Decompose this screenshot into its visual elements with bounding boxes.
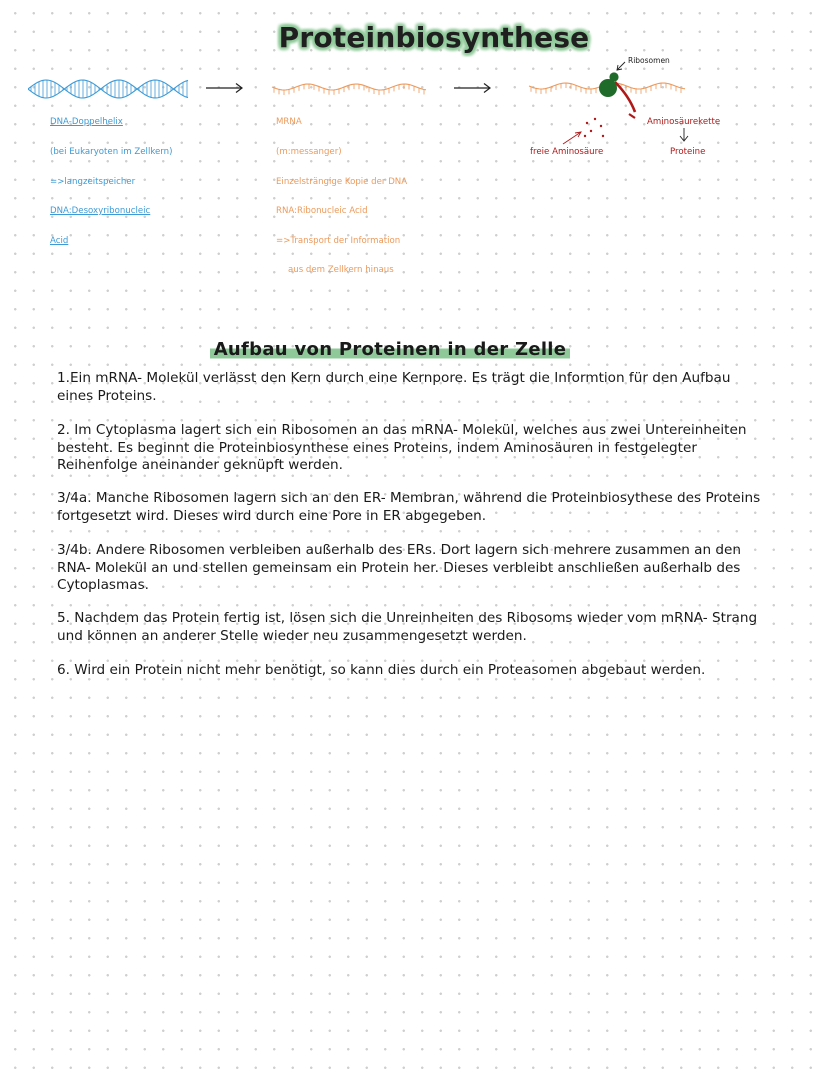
mrna-note: aus dem Zellkern hinaus (288, 265, 394, 275)
page-title: Proteinbiosynthese (278, 20, 590, 54)
amino-acid-chain-label: Aminosäurekette (647, 117, 721, 127)
arrow-icon (453, 82, 493, 94)
mrna-note: Einzelsträngige Kopie der DNA (276, 177, 408, 187)
paragraph-1: 1.Ein mRNA- Molekül verlässt den Kern durch eine Kernpore. Es trägt die Informtion für den Aufbau eines Proteins. (57, 370, 731, 404)
dna-note: Acid (50, 236, 69, 246)
paragraph-2: 2. Im Cytoplasma lagert sich ein Ribosomen an das mRNA- Molekül, welches aus zwei Untereinheiten besteht. Es beginnt die Proteinbiosynthese eines Proteins, indem Aminosäuren in festgelegter Reihenfolge aneinander geknüpft werden. (57, 422, 747, 474)
ribosome-large-subunit (599, 79, 617, 97)
arrow-icon (205, 82, 245, 94)
mrna-strand-illustration (270, 78, 430, 104)
paragraph-4: 3/4b. Andere Ribosomen verbleiben außerhalb des ERs. Dort lagern sich mehrere zusammen an den RNA- Molekül an und stellen gemeinsam ein Protein her. Dieses verbleibt anschließen außerhalb des Cytoplasmas. (57, 542, 742, 594)
free-amino-acid-label: freie Aminosäure (530, 147, 604, 157)
dna-helix-illustration (28, 76, 190, 102)
mrna-note: (m:messanger) (276, 147, 342, 157)
ribosome-small-subunit (609, 72, 618, 81)
section-heading (0, 339, 780, 360)
paragraph-5: 5. Nachdem das Protein fertig ist, lösen sich die Unreinheiten des Ribosoms wieder vom mRNA- Strang und können an anderer Stelle wieder neu zusammengesetzt werden. (57, 610, 758, 644)
protein-label: Proteine (670, 147, 706, 157)
mrna-note: =>Transport der Information (276, 236, 401, 246)
amino-acid-chain (615, 82, 635, 112)
free-amino-acids (584, 118, 604, 137)
mrna-note: MRNA (276, 117, 302, 127)
ribosome-label: Ribosomen (628, 56, 670, 65)
paragraph-3: 3/4a. Manche Ribosomen lagern sich an den ER- Membran, während die Proteinbiosythese des Proteins fortgesetzt wird. Dieses wird durch eine Pore in ER abgegeben. (57, 490, 761, 524)
dna-note: (bei Eukaryoten im Zellkern) (50, 147, 173, 157)
paragraph-6: 6. Wird ein Protein nicht mehr benötigt, so kann dies durch ein Proteasomen abgebaut werden. (57, 662, 706, 678)
section-heading-text: Aufbau von Proteinen in der Zelle (210, 339, 571, 360)
dna-note: =>langzeitspeicher (50, 177, 136, 187)
mrna-note: RNA:Ribonucleic Acid (276, 206, 368, 216)
dna-note: DNA:Desoxyribonucleic (50, 206, 151, 216)
dna-note: DNA-Doppelhelix (50, 117, 123, 127)
